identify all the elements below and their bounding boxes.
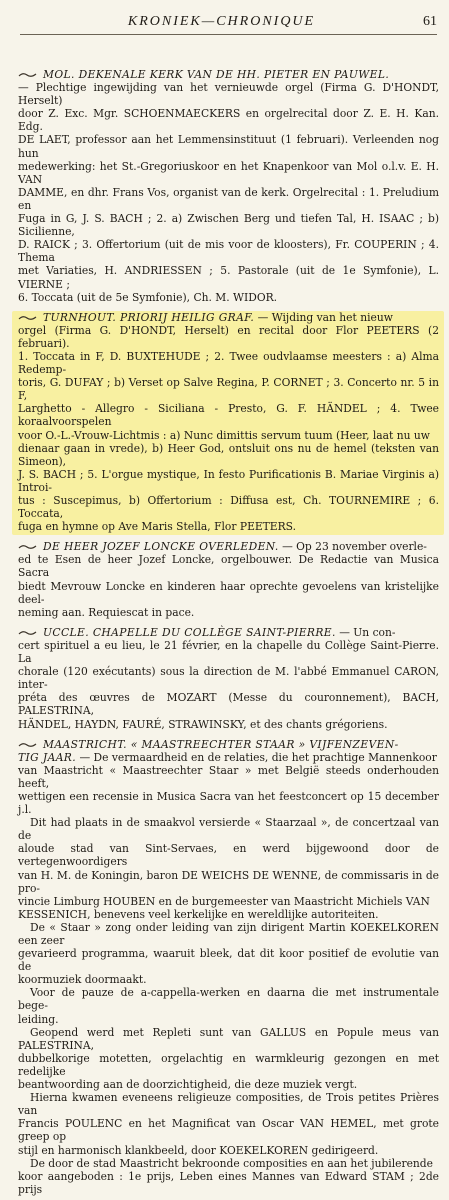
text-line: medewerking: het St.-Gregoriuskoor en het Knapenkoor van Mol o.l.v. E. H. VAN [18, 159, 439, 186]
text-line: DAMME, en dhr. Frans Vos, organist van de kerk. Orgelrecital : 1. Preludium en [18, 185, 439, 212]
chronicle-column [18, 68, 439, 1200]
text-line: chorale (120 exécutants) sous la direction de M. l'abbé Emmanuel CARON, inter- [18, 665, 439, 692]
article-maastricht [18, 738, 439, 1196]
page-header [20, 10, 437, 35]
article-title: TURNHOUT. PRIORIJ HEILIG GRAF. [43, 310, 255, 324]
text-line: D. RAICK ; 3. Offertorium (uit de mis voor de kloosters), Fr. COUPERIN ; 4. Thema [18, 238, 439, 265]
ornament-icon [18, 630, 37, 636]
text-line: — Plechtige ingewijding van het vernieuwde orgel (Firma G. D'HONDT, Herselt) [18, 81, 439, 108]
ornament-icon [18, 544, 37, 550]
article-title: MAASTRICHT. « MAASTREECHTER STAAR » VIJFENZEVEN- [43, 737, 399, 751]
text-line: DE LAET, professor aan het Lemmensinstituut (1 februari). Verleenden nog hun [18, 133, 439, 160]
text-line: J. S. BACH ; 5. L'orgue mystique, In festo Purificationis B. Mariae Virginis a) Introi- [18, 467, 439, 494]
text-line: Hierna kwamen eveneens religieuze composities, de Trois petites Prières van [18, 1091, 439, 1118]
text-line: Geopend werd met Repleti sunt van GALLUS en Populе meus van PALESTRINA, [18, 1025, 439, 1052]
text-line: wettigen een recensie in Musica Sacra van het feestconcert op 15 december j.l. [18, 789, 439, 817]
text-line: cert spirituel a eu lieu, le 21 février, en la chapelle du Collège Saint-Pierre. La [18, 638, 439, 666]
text-line: Dit had plaats in de smaakvol versierde « Staarzaal », de concertzaal van de [18, 816, 439, 843]
text-line: vincie Limburg HOUBEN en de burgemeester van Maastricht Michiels VAN [18, 894, 430, 908]
article-title: MOL. DEKENALE KERK VAN DE HH. PIETER EN PAUWEL. [43, 68, 390, 81]
running-title: KRONIEK—CHRONIQUE [127, 14, 316, 29]
text-line: ed te Esen de heer Jozef Loncke, orgelbouwer. De Redactie van Musica Sacra [18, 553, 439, 580]
text-line: met Variaties, H. ANDRIESSEN ; 5. Pastorale (uit de 1e Symfonie), L. VIERNE ; [18, 264, 439, 291]
text-line: voor O.-L.-Vrouw-Lichtmis : a) Nunc dimittis servum tuum (Heer, laat nu uw [18, 428, 430, 442]
text-line: koormuziek doormaakt. [18, 973, 147, 987]
text-line: — Op 23 november overle- [282, 540, 427, 554]
text-line: Larghetto - Allegro - Siciliana - Presto, G. F. HÄNDEL ; 4. Twee koraalvoorspelen [18, 402, 439, 429]
page-number: 61 [423, 14, 437, 29]
text-line: dienaar gaan in vrede), b) Heer God, ontsluit ons nu de hemel (teksten van Simeon), [18, 441, 439, 468]
article-title: UCCLE. CHAPELLE DU COLLÈGE SAINT-PIERRE. [43, 625, 336, 639]
text-line: De door de stad Maastricht bekroonde composities en aan het jubilerende [30, 1156, 433, 1170]
text-line: tus : Suscepimus, b) Offertorium : Diffusa est, Ch. TOURNEMIRE ; 6. Toccata, [18, 494, 439, 521]
text-line: — De vermaardheid en de relaties, die het prachtige Mannenkoor [79, 750, 437, 764]
article-title-cont: TIG JAAR. [18, 750, 77, 764]
text-line: beantwoording aan de doorzichtigheid, die deze muziek vergt. [18, 1078, 358, 1092]
article-loncke [18, 540, 439, 619]
text-line: Voor de pauze de a-cappella-werken en daarna die met instrumentale bege- [18, 986, 439, 1013]
text-line: 6. Toccata (uit de 5e Symfonie), Ch. M. WIDOR. [18, 290, 278, 304]
text-line: De « Staar » zong onder leiding van zijn dirigent Martin KOEKELKOREN een zeer [18, 920, 439, 947]
article-title: DE HEER JOZEF LONCKE OVERLEDEN. [43, 540, 279, 554]
text-line: koor aangeboden : 1e prijs, Leben eines Mannes van Edward STAM ; 2de prijs [18, 1169, 439, 1196]
text-line: fuga en hymne op Ave Maris Stella, Flor PEETERS. [18, 520, 296, 534]
text-line: toris, G. DUFAY ; b) Verset op Salve Regina, P. CORNET ; 3. Concerto nr. 5 in F, [18, 376, 439, 403]
text-line: neming aan. Requiescat in pace. [18, 605, 195, 619]
article-mol [18, 68, 439, 304]
text-line: aloude stad van Sint-Servaes, en werd bijgewoond door de vertegenwoordigers [18, 842, 439, 869]
article-turnhout [18, 311, 439, 534]
text-line: HÄNDEL, HAYDN, FAURÉ, STRAWINSKY, et des chants grégoriens. [18, 717, 388, 731]
ornament-icon [18, 315, 37, 321]
text-line: Francis POULENC en het Magnificat van Oscar VAN HEMEL, met grote greep op [18, 1117, 439, 1144]
text-line: dubbelkorige motetten, orgelachtig en warmkleurig gezongen en met redelijke [18, 1051, 439, 1078]
text-line: van Maastricht « Maastreechter Staar » met België steeds onderhouden heeft, [18, 763, 439, 790]
text-line: door Z. Exc. Mgr. SCHOENMAECKERS en orgelrecital door Z. E. H. Kan. Edg. [18, 107, 439, 134]
text-line: KESSENICH, benevens veel kerkelijke en wereldlijke autoriteiten. [18, 907, 379, 921]
text-line: biedt Mevrouw Loncke en kinderen haar oprechte gevoelens van kristelijke deel- [18, 579, 439, 606]
text-line: stijl en harmonisch klankbeeld, door KOEKELKOREN gedirigeerd. [18, 1143, 379, 1157]
text-line: Fuga in G, J. S. BACH ; 2. a) Zwischen Berg und tiefen Tal, H. ISAAC ; b) Sicilienne, [18, 212, 439, 239]
text-line: van H. M. de Koningin, baron DE WEICHS DE WENNE, de commissaris in de pro- [18, 868, 439, 895]
article-uccle [18, 626, 439, 731]
text-line: gevarieerd programma, waaruit bleek, dat dit koor positief de evolutie van de [18, 947, 439, 974]
text-line: — Wijding van het nieuw [257, 310, 393, 324]
ornament-icon [18, 72, 37, 78]
text-line: orgel (Firma G. D'HONDT, Herselt) en recital door Flor PEETERS (2 februari). [18, 323, 439, 350]
text-line: 1. Toccata in F, D. BUXTEHUDE ; 2. Twee oudvlaamse meesters : a) Alma Redemp- [18, 349, 439, 377]
text-line: — Un con- [339, 625, 396, 639]
text-line: leiding. [18, 1012, 59, 1026]
text-line: préta des œuvres de MOZART (Messe du couronnement), BACH, PALESTRINA, [18, 691, 439, 718]
ornament-icon [18, 742, 37, 748]
